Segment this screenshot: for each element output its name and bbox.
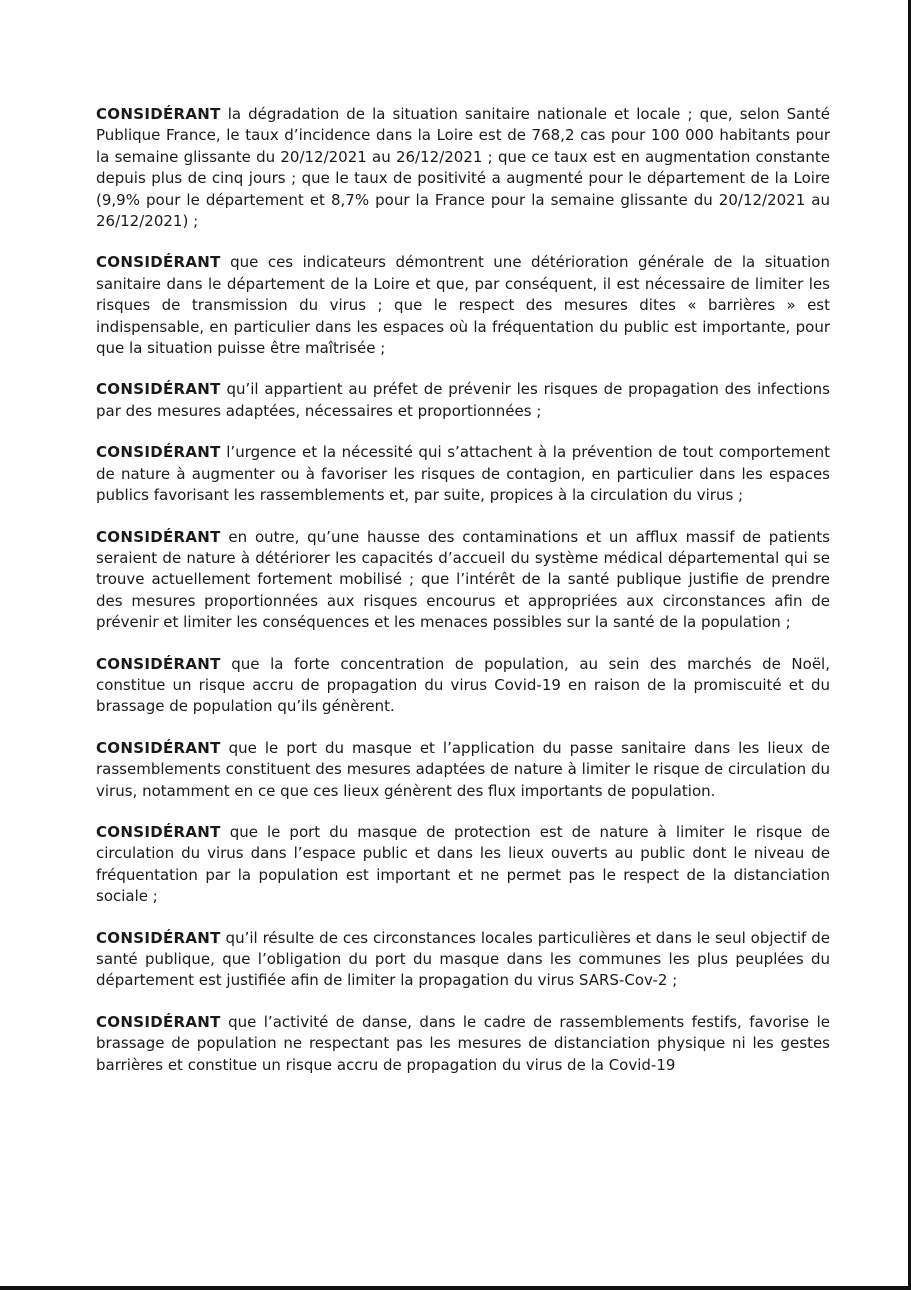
paragraph-lead: CONSIDÉRANT: [96, 527, 221, 546]
considerant-paragraph-3: [96, 379, 830, 422]
paragraph-lead: CONSIDÉRANT: [96, 443, 221, 462]
considerant-paragraph-4: [96, 442, 830, 506]
paragraph-text: qu’il appartient au préfet de prévenir les risques de propagation des infections par des mesures adaptées, nécessaires et proportionnées ;: [96, 380, 830, 420]
paragraph-lead: CONSIDÉRANT: [96, 654, 221, 673]
paragraph-text: que le port du masque de protection est de nature à limiter le risque de circulation du virus dans l’espace public et dans les lieux ouverts au public dont le niveau de fréquentation par la population est important et ne permet pas le respect de la distanciation sociale ;: [96, 822, 830, 906]
paragraph-text: l’urgence et la nécessité qui s’attachent à la prévention de tout comportement de nature à augmenter ou à favoriser les risques de contagion, en particulier dans les espaces publics favorisant les rassemblements et, par suite, propices à la circulation du virus ;: [96, 443, 830, 505]
paragraph-text: que l’activité de danse, dans le cadre de rassemblements festifs, favorise le brassage de population ne respectant pas les mesures de distanciation physique ni les gestes barrières et constitue un risque accru de propagation du virus de la Covid-19: [96, 1012, 830, 1074]
considerant-paragraph-9: [96, 928, 830, 992]
paragraph-lead: CONSIDÉRANT: [96, 928, 221, 947]
considerant-paragraph-7: [96, 738, 830, 802]
document-body: [96, 104, 830, 1096]
paragraph-lead: CONSIDÉRANT: [96, 738, 221, 757]
paragraph-lead: CONSIDÉRANT: [96, 1012, 221, 1031]
considerant-paragraph-2: [96, 252, 830, 359]
considerant-paragraph-6: [96, 654, 830, 718]
paragraph-lead: CONSIDÉRANT: [96, 105, 221, 123]
scan-edge-bottom: [0, 1286, 911, 1290]
paragraph-lead: CONSIDÉRANT: [96, 253, 221, 272]
paragraph-lead: CONSIDÉRANT: [96, 822, 221, 841]
paragraph-text: la dégradation de la situation sanitaire nationale et locale ; que, selon Santé Publique France, le taux d’incidence dans la Loire est de 768,2 cas pour 100 000 habitants pour la semaine glissante du 20/12/2021 au 26/12/2021 ; que ce taux est en augmentation constante depuis plus de cinq jours ; que le taux de positivité a augmenté pour le département de la Loire (9,9% pour le département et 8,7% pour la France pour la semaine glissante du 20/12/2021 au 26/12/2021) ;: [96, 105, 830, 231]
paragraph-text: que le port du masque et l’application du passe sanitaire dans les lieux de rassemblements constituent des mesures adaptées de nature à limiter le risque de circulation du virus, notamment en ce que ces lieux génèrent des flux importants de population.: [96, 738, 830, 800]
considerant-paragraph-10: [96, 1012, 830, 1076]
paragraph-text: en outre, qu’une hausse des contaminations et un afflux massif de patients seraient de nature à détériorer les capacités d’accueil du système médical départemental qui se trouve actuellement fortement mobilisé ; que l’intérêt de la santé publique justifie de prendre des mesures proportionnées aux risques encourus et appropriées aux circonstances afin de prévenir et limiter les conséquences et les menaces possibles sur la santé de la population ;: [96, 527, 830, 632]
paragraph-text: qu’il résulte de ces circonstances locales particulières et dans le seul objectif de santé publique, que l’obligation du port du masque dans les communes les plus peuplées du département est justifiée afin de limiter la propagation du virus SARS-Cov-2 ;: [96, 928, 830, 990]
paragraph-text: que la forte concentration de population, au sein des marchés de Noël, constitue un risque accru de propagation du virus Covid-19 en raison de la promiscuité et du brassage de population qu’ils génèrent.: [96, 654, 830, 716]
considerant-paragraph-8: [96, 822, 830, 908]
paragraph-lead: CONSIDÉRANT: [96, 380, 221, 399]
paragraph-text: que ces indicateurs démontrent une détérioration générale de la situation sanitaire dans le département de la Loire et que, par conséquent, il est nécessaire de limiter les risques de transmission du virus ; que le respect des mesures dites « barrières » est indispensable, en particulier dans les espaces où la fréquentation du public est importante, pour que la situation puisse être maîtrisée ;: [96, 253, 830, 358]
considerant-paragraph-5: [96, 527, 830, 634]
considerant-paragraph-1: [96, 104, 830, 232]
